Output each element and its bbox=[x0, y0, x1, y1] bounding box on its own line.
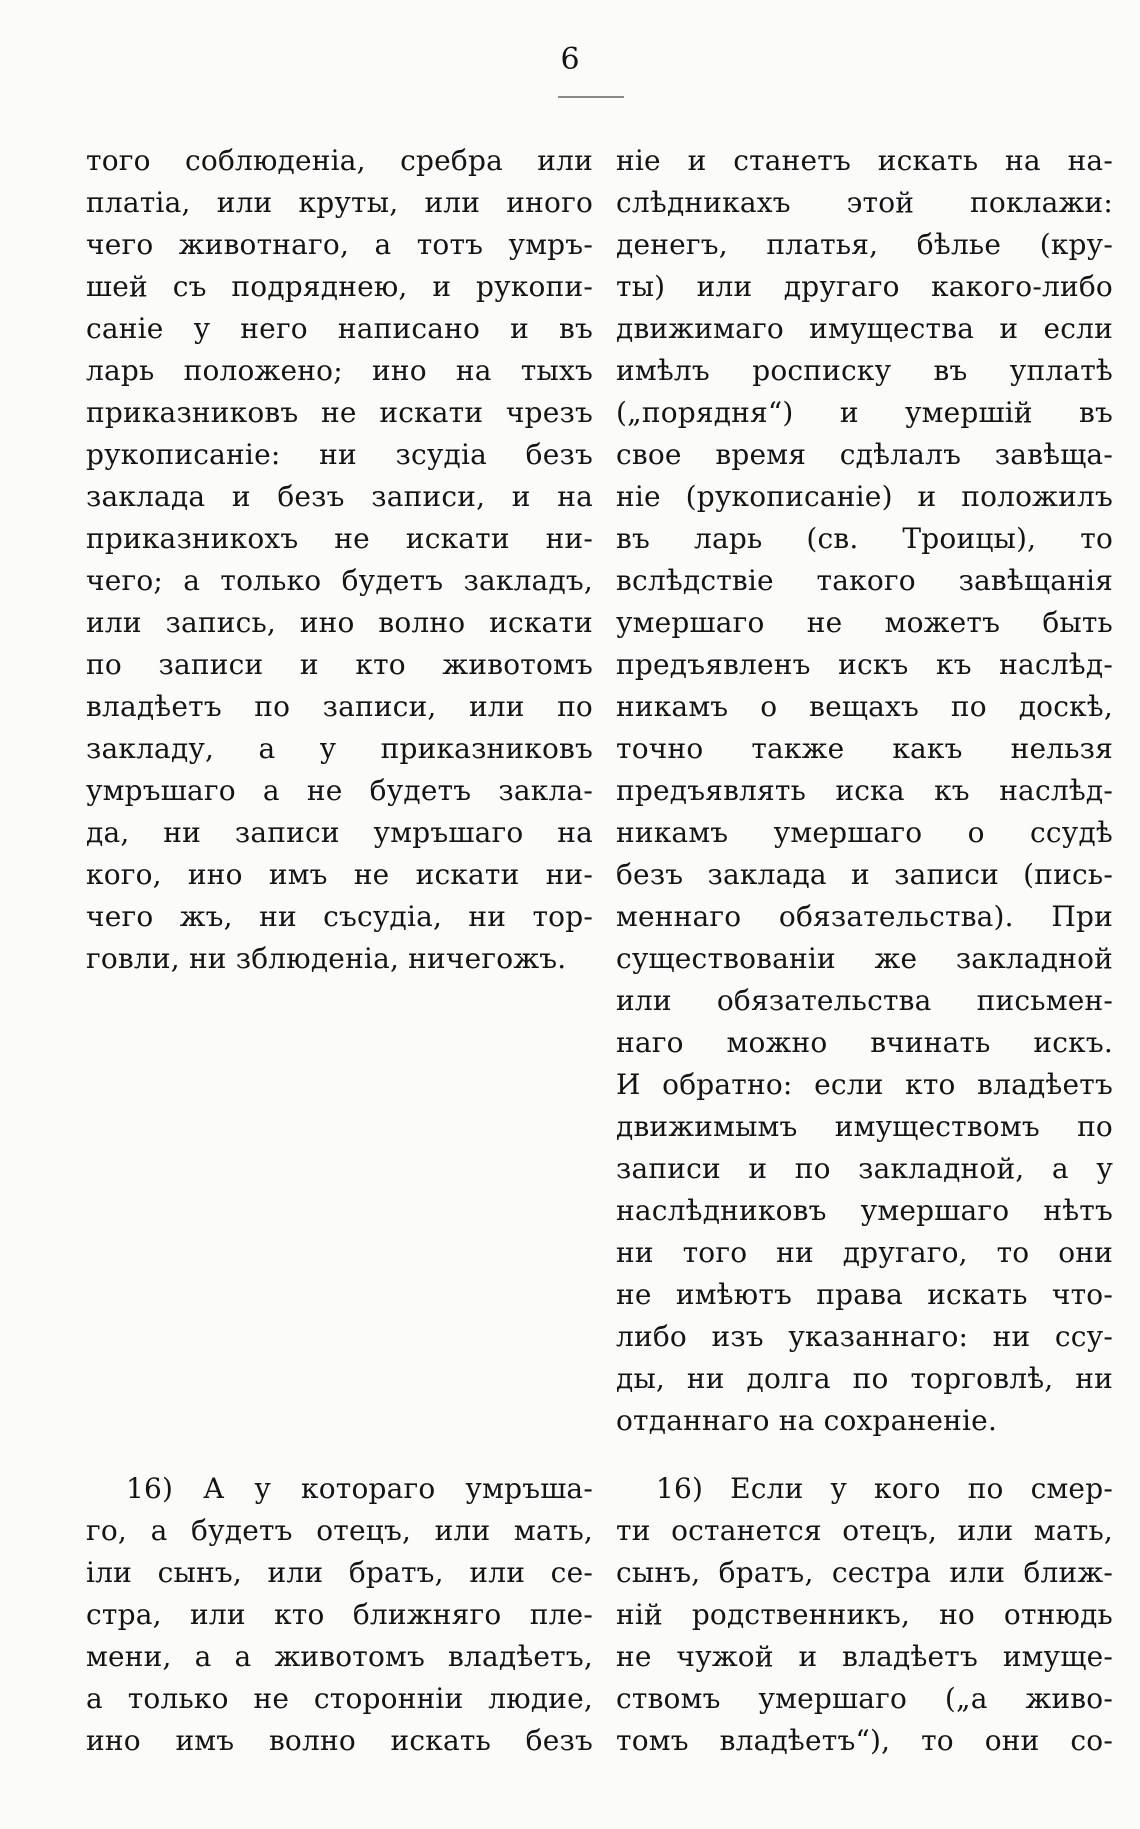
left-line: владѣетъ по записи, или по bbox=[86, 690, 593, 723]
page-number-rule bbox=[558, 96, 624, 98]
left-line: или запись, ино волно искати bbox=[86, 606, 593, 639]
left-line: закладу, а у приказниковъ bbox=[86, 732, 593, 765]
right-line: вслѣдствіе такого завѣщанія bbox=[616, 564, 1113, 597]
right-section-16 bbox=[616, 1468, 1113, 1762]
right-line: наго можно вчинать искъ. bbox=[616, 1026, 1113, 1059]
right-line: свое время сдѣлалъ завѣща- bbox=[616, 438, 1113, 471]
right-line: не чужой и владѣетъ имуще- bbox=[616, 1640, 1113, 1673]
right-line: записи и по закладной, а у bbox=[616, 1152, 1113, 1185]
right-line: отданнаго на сохраненіе. bbox=[616, 1404, 998, 1437]
right-line: томъ владѣетъ“), то они со- bbox=[616, 1724, 1113, 1757]
left-line: чего животнаго, а тотъ умръ- bbox=[86, 228, 593, 261]
left-line: саніе у него написано и въ bbox=[86, 312, 593, 345]
left-line: рукописаніе: ни зсудіа безъ bbox=[86, 438, 593, 471]
left-line: чего жъ, ни съсудіа, ни тор- bbox=[86, 900, 593, 933]
right-line: ты) или другаго какого-либо bbox=[616, 270, 1113, 303]
right-line: или обязательства письмен- bbox=[616, 984, 1113, 1017]
left-line: го, а будетъ отецъ, или мать, bbox=[86, 1514, 593, 1547]
left-line: чего; а только будетъ закладъ, bbox=[86, 564, 593, 597]
right-line: въ ларь (св. Троицы), то bbox=[616, 522, 1113, 555]
left-line: шей съ подряднею, и рукопи- bbox=[86, 270, 593, 303]
left-line: стра, или кто ближняго пле- bbox=[86, 1598, 593, 1631]
right-line: движимаго имущества и если bbox=[616, 312, 1113, 345]
right-line: никамъ умершаго о ссудѣ bbox=[616, 816, 1113, 849]
right-line: 16) Если у кого по смер- bbox=[656, 1472, 1113, 1505]
left-column-text bbox=[86, 140, 593, 980]
right-line: ствомъ умершаго („а живо- bbox=[616, 1682, 1113, 1715]
left-line: того соблюденіа, сребра или bbox=[86, 144, 593, 177]
left-line: 16) А у котораго умръша- bbox=[126, 1472, 593, 1505]
right-line: движимымъ имуществомъ по bbox=[616, 1110, 1113, 1143]
right-line: предъявленъ искъ къ наслѣд- bbox=[616, 648, 1113, 681]
left-line: заклада и безъ записи, и на bbox=[86, 480, 593, 513]
right-line: ніе и станетъ искать на на- bbox=[616, 144, 1113, 177]
right-line: точно также какъ нельзя bbox=[616, 732, 1113, 765]
left-line: мени, а а животомъ владѣетъ, bbox=[86, 1640, 593, 1673]
right-line: ды, ни долга по торговлѣ, ни bbox=[616, 1362, 1113, 1395]
left-line: ларь положено; ино на тыхъ bbox=[86, 354, 593, 387]
left-line: говли, ни зблюденіа, ничегожъ. bbox=[86, 942, 567, 975]
right-line: безъ заклада и записи (пись- bbox=[616, 858, 1113, 891]
right-line: меннаго обязательства). При bbox=[616, 900, 1113, 933]
left-line: умръшаго а не будетъ закла- bbox=[86, 774, 593, 807]
right-line: И обратно: если кто владѣетъ bbox=[616, 1068, 1113, 1101]
left-line: а только не сторонніи людие, bbox=[86, 1682, 593, 1715]
left-line: да, ни записи умръшаго на bbox=[86, 816, 593, 849]
right-line: умершаго не можетъ быть bbox=[616, 606, 1113, 639]
right-line: существованіи же закладной bbox=[616, 942, 1113, 975]
right-line: ти останется отецъ, или мать, bbox=[616, 1514, 1113, 1547]
left-line: приказникохъ не искати ни- bbox=[86, 522, 593, 555]
right-line: слѣдникахъ этой поклажи: bbox=[616, 186, 1113, 219]
left-line: іли сынъ, или братъ, или се- bbox=[86, 1556, 593, 1589]
left-line: ино имъ волно искать безъ bbox=[86, 1724, 593, 1757]
left-line: кого, ино имъ не искати ни- bbox=[86, 858, 593, 891]
page-number: 6 bbox=[560, 42, 580, 77]
right-line: ній родственникъ, но отнюдь bbox=[616, 1598, 1113, 1631]
right-line: наслѣдниковъ умершаго нѣтъ bbox=[616, 1194, 1113, 1227]
right-line: ни того ни другаго, то они bbox=[616, 1236, 1113, 1269]
right-line: либо изъ указаннаго: ни ссу- bbox=[616, 1320, 1113, 1353]
right-column-text bbox=[616, 140, 1113, 1442]
left-line: платіа, или круты, или иного bbox=[86, 186, 593, 219]
left-line: по записи и кто животомъ bbox=[86, 648, 593, 681]
right-line: денегъ, платья, бѣлье (кру- bbox=[616, 228, 1113, 261]
right-line: ніе (рукописаніе) и положилъ bbox=[616, 480, 1113, 513]
right-line: предъявлять иска къ наслѣд- bbox=[616, 774, 1113, 807]
right-line: никамъ о вещахъ по доскѣ, bbox=[616, 690, 1113, 723]
right-line: сынъ, братъ, сестра или ближ- bbox=[616, 1556, 1113, 1589]
right-line: не имѣютъ права искать что- bbox=[616, 1278, 1113, 1311]
left-line: приказниковъ не искати чрезъ bbox=[86, 396, 593, 429]
left-section-16 bbox=[86, 1468, 593, 1762]
right-line: имѣлъ росписку въ уплатѣ bbox=[616, 354, 1113, 387]
right-line: („порядня“) и умершій въ bbox=[616, 396, 1113, 429]
